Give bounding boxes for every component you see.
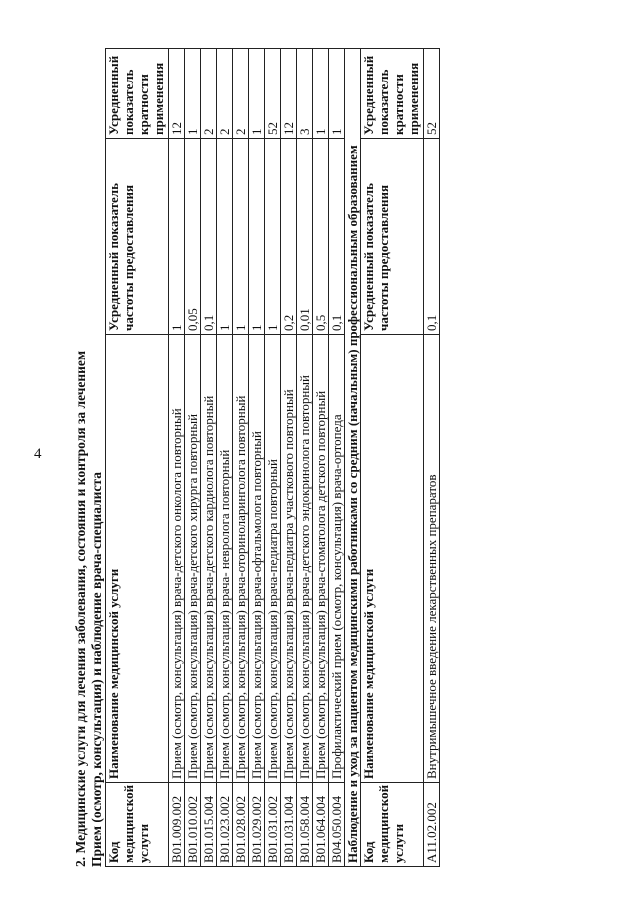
header-name: Наименование медицинской услуги: [106, 335, 169, 783]
service-multiplicity: 2: [201, 49, 217, 139]
service-name: Прием (осмотр, консультация) врача-детского эндокринолога повторный: [297, 335, 313, 783]
service-multiplicity: 1: [185, 49, 201, 139]
table-row: [265, 49, 281, 867]
table-row: [169, 49, 185, 867]
service-frequency: 0,2: [281, 139, 297, 335]
table-row: [217, 49, 233, 867]
service-frequency: 0,5: [313, 139, 329, 335]
header-multiplicity: Усредненный показатель кратности применения: [361, 49, 424, 139]
header-multiplicity: Усредненный показатель кратности применения: [106, 49, 169, 139]
service-code: B01.031.004: [281, 783, 297, 867]
service-multiplicity: 1: [249, 49, 265, 139]
service-frequency: 1: [265, 139, 281, 335]
header-frequency: Усредненный показатель частоты предоставления: [361, 139, 424, 335]
table-row: [281, 49, 297, 867]
service-code: B01.023.002: [217, 783, 233, 867]
table-row: [249, 49, 265, 867]
service-name: Прием (осмотр, консультация) врача-оториноларинголога повторный: [233, 335, 249, 783]
service-frequency: 0,05: [185, 139, 201, 335]
service-frequency: 0,1: [424, 139, 440, 335]
table2-header-row: [361, 49, 424, 867]
service-code: B04.050.004: [329, 783, 345, 867]
service-multiplicity: 52: [424, 49, 440, 139]
service-code: B01.028.002: [233, 783, 249, 867]
service-frequency: 0,1: [329, 139, 345, 335]
service-name: Прием (осмотр, консультация) врача- невролога повторный: [217, 335, 233, 783]
service-code: B01.064.004: [313, 783, 329, 867]
services-table: [105, 48, 440, 867]
service-code: B01.031.002: [265, 783, 281, 867]
table1-header-row: [106, 49, 169, 867]
service-code: A11.02.002: [424, 783, 440, 867]
service-name: Прием (осмотр, консультация) врача-детского кардиолога повторный: [201, 335, 217, 783]
table-row: [424, 49, 440, 867]
section2-title-row: [345, 49, 361, 867]
header-name: Наименование медицинской услуги: [361, 335, 424, 783]
service-name: Прием (осмотр, консультация) врача-стоматолога детского повторный: [313, 335, 329, 783]
service-name: Внутримышечное введение лекарственных препаратов: [424, 335, 440, 783]
service-frequency: 0,1: [201, 139, 217, 335]
service-name: Прием (осмотр, консультация) врача-детского хирурга повторный: [185, 335, 201, 783]
service-multiplicity: 2: [233, 49, 249, 139]
table-row: [201, 49, 217, 867]
service-code: B01.009.002: [169, 783, 185, 867]
services-table-body: [106, 49, 440, 867]
service-code: B01.029.002: [249, 783, 265, 867]
service-code: B01.010.002: [185, 783, 201, 867]
rotated-document-sheet: [67, 41, 540, 873]
section2-title: Наблюдение и уход за пациентом медицинскими работниками со средним (начальным) профессиональным образованием: [345, 49, 361, 867]
service-multiplicity: 12: [281, 49, 297, 139]
service-multiplicity: 3: [297, 49, 313, 139]
header-frequency: Усредненный показатель частоты предоставления: [106, 139, 169, 335]
service-frequency: 1: [169, 139, 185, 335]
table-row: [185, 49, 201, 867]
subsection-title: Прием (осмотр, консультация) и наблюдение врача-специалиста: [89, 472, 104, 867]
table-row: [329, 49, 345, 867]
service-multiplicity: 2: [217, 49, 233, 139]
table-row: [313, 49, 329, 867]
service-frequency: 1: [217, 139, 233, 335]
service-name: Профилактический прием (осмотр, консультация) врача-ортопеда: [329, 335, 345, 783]
header-code: Код медицинской услуги: [361, 783, 424, 867]
service-frequency: 1: [249, 139, 265, 335]
header-code: Код медицинской услуги: [106, 783, 169, 867]
service-multiplicity: 1: [329, 49, 345, 139]
service-name: Прием (осмотр, консультация) врача-офтальмолога повторный: [249, 335, 265, 783]
service-multiplicity: 52: [265, 49, 281, 139]
service-name: Прием (осмотр, консультация) врача-педиатра повторный: [265, 335, 281, 783]
service-frequency: 0,01: [297, 139, 313, 335]
service-multiplicity: 1: [313, 49, 329, 139]
page-number: 4: [34, 446, 42, 462]
service-code: B01.058.004: [297, 783, 313, 867]
table-row: [297, 49, 313, 867]
table-row: [233, 49, 249, 867]
service-code: B01.015.004: [201, 783, 217, 867]
service-name: Прием (осмотр, консультация) врача-педиатра участкового повторный: [281, 335, 297, 783]
service-frequency: 1: [233, 139, 249, 335]
service-multiplicity: 12: [169, 49, 185, 139]
service-name: Прием (осмотр, консультация) врача-детского онколога повторный: [169, 335, 185, 783]
section-title: 2. Медицинские услуги для лечения заболевания, состояния и контроля за лечением: [73, 350, 88, 867]
